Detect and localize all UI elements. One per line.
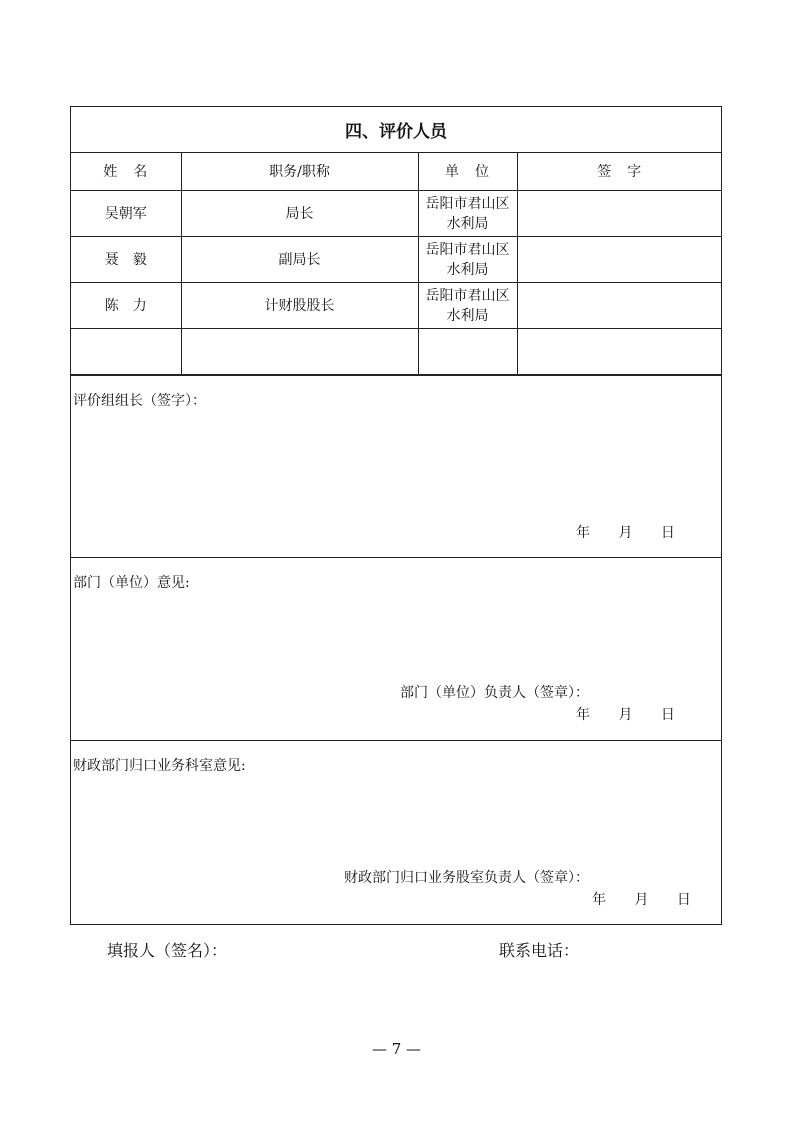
table-row xyxy=(71,329,722,375)
leader-signature-label: 评价组组长（签字）： xyxy=(73,393,206,409)
cell-unit[interactable] xyxy=(418,329,517,375)
filler-signature-label: 填报人（签名）： xyxy=(107,941,228,960)
cell-signature[interactable] xyxy=(517,237,722,283)
evaluator-table xyxy=(71,153,722,375)
table-row xyxy=(71,283,722,329)
finance-opinion-section[interactable] xyxy=(71,740,721,925)
cell-unit xyxy=(418,283,517,329)
table-header-row xyxy=(71,153,722,191)
cell-unit xyxy=(418,237,517,283)
form-title: 四、评价人员 xyxy=(71,107,721,153)
finance-date: 年 月 日 xyxy=(592,892,691,908)
unit-line: 岳阳市君山区 xyxy=(425,287,510,304)
cell-signature[interactable] xyxy=(517,283,722,329)
header-signature: 签 字 xyxy=(517,153,722,191)
cell-name: 聂 毅 xyxy=(71,237,181,283)
header-position: 职务/职称 xyxy=(181,153,418,191)
finance-opinion-label: 财政部门归口业务科室意见: xyxy=(73,758,246,774)
unit-line: 水利局 xyxy=(446,307,489,324)
cell-signature[interactable] xyxy=(517,191,722,237)
unit-line: 岳阳市君山区 xyxy=(425,241,510,258)
unit-line: 水利局 xyxy=(446,261,489,278)
cell-position: 计财股股长 xyxy=(181,283,418,329)
cell-name: 陈 力 xyxy=(71,283,181,329)
cell-name: 吴朝军 xyxy=(71,191,181,237)
contact-phone-label: 联系电话： xyxy=(499,941,580,960)
page-number: — 7 — xyxy=(371,1040,422,1058)
table-row xyxy=(71,237,722,283)
table-row xyxy=(71,191,722,237)
cell-name[interactable] xyxy=(71,329,181,375)
leader-signature-section[interactable] xyxy=(71,375,721,557)
cell-signature[interactable] xyxy=(517,329,722,375)
department-signer-label: 部门（单位）负责人（签章）： xyxy=(400,685,589,701)
cell-position: 局长 xyxy=(181,191,418,237)
evaluation-form xyxy=(70,106,722,925)
cell-unit xyxy=(418,191,517,237)
header-unit: 单 位 xyxy=(418,153,517,191)
unit-line: 水利局 xyxy=(446,215,489,232)
finance-signer-label: 财政部门归口业务股室负责人（签章）： xyxy=(344,870,589,886)
department-opinion-section[interactable] xyxy=(71,557,721,740)
department-opinion-label: 部门（单位）意见: xyxy=(73,575,190,591)
department-date: 年 月 日 xyxy=(576,707,675,723)
leader-date: 年 月 日 xyxy=(576,525,675,541)
unit-line: 岳阳市君山区 xyxy=(425,195,510,212)
cell-position: 副局长 xyxy=(181,237,418,283)
header-name: 姓 名 xyxy=(71,153,181,191)
cell-position[interactable] xyxy=(181,329,418,375)
